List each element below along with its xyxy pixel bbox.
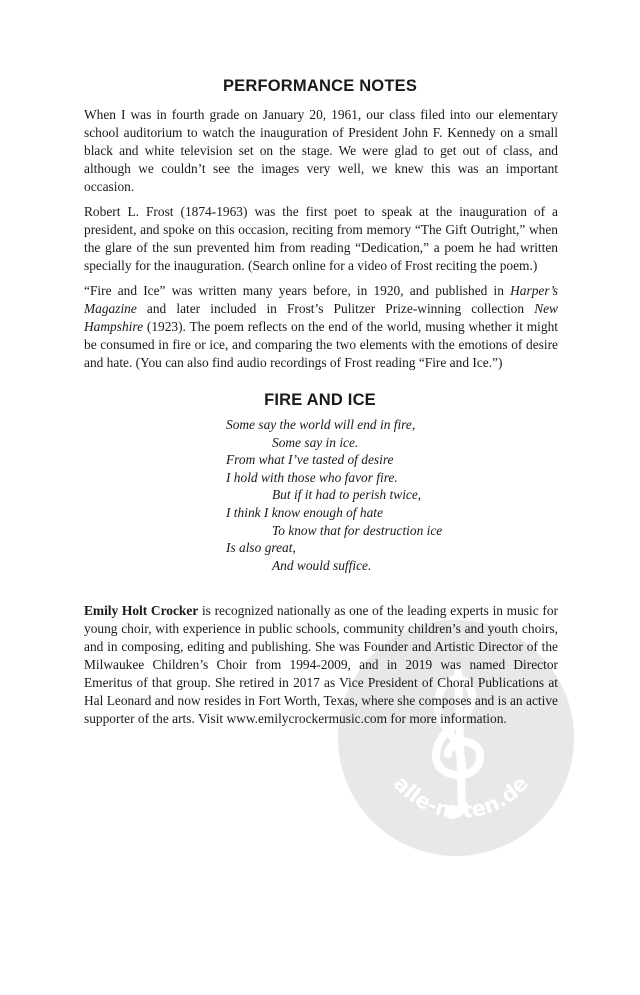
bio-paragraph: [84, 602, 558, 728]
notes-paragraph-3-part-c: (1923). The poem reflects on the end of the world, musing whether it might be consumed in fire or ice, and comparing the two elements with the emotions of desire and hate. (You can also find audio recordings of Frost reading “Fire and Ice.”): [84, 319, 558, 370]
notes-paragraph-1: When I was in fourth grade on January 20, 1961, our class filed into our elementary school auditorium to watch the inauguration of President John F. Kennedy on a small black and white television set on the stage. We were glad to get out of class, and although we couldn’t see the images very well, we knew this was an important occasion.: [84, 107, 558, 194]
poem-line: Is also great,: [226, 540, 296, 556]
magazine-title: Harper’s Magazine: [84, 283, 558, 316]
poem-line: Some say the world will end in fire,: [226, 417, 416, 432]
poem-line: Some say in ice.: [272, 434, 359, 450]
notes-paragraph-3: [84, 282, 558, 372]
collection-title: New Hampshire: [84, 301, 558, 334]
author-bio: [84, 602, 558, 735]
notes-paragraph-2: Robert L. Frost (1874-1963) was the first poet to speak at the inauguration of a president, and spoke on this occasion, reciting from memory “The Gift Outright,” when the glare of the sun prevented him from reading “Dedication,” a poem he had written specially for the inauguration. (Search online for a video of Frost reciting the poem.): [84, 204, 558, 273]
poem-line: I think I know enough of hate: [226, 504, 383, 520]
poem-line: I hold with those who favor fire.: [226, 469, 398, 485]
poem-line: To know that for destruction ice: [272, 522, 443, 538]
poem-line: But if it had to perish twice,: [272, 487, 422, 503]
poem-title: FIRE AND ICE: [264, 391, 376, 409]
watermark-text: alle-noten.de: [388, 771, 534, 823]
poem-line: And would suffice.: [272, 557, 372, 573]
notes-paragraph-3-part-b: and later included in Frost’s Pulitzer Prize-winning collection: [136, 301, 535, 316]
notes-paragraph-3-part-a: “Fire and Ice” was written many years before, in 1920, and published in: [84, 283, 511, 298]
poem-line: From what I’ve tasted of desire: [226, 452, 394, 468]
performance-notes-title: PERFORMANCE NOTES: [222, 77, 418, 95]
poem-text: [226, 416, 526, 574]
performance-notes-body: [84, 106, 558, 379]
bio-text: is recognized nationally as one of the leading experts in music for young choir, with experience in public schools, community children’s and youth choirs, and in composing, editing and publishing. She was Founder and Artistic Director of the Milwaukee Children’s Choir from 1994-2009, and in 2019 was named Director Emeritus of that group. She retired in 2017 as Vice President of Choral Publications at Hal Leonard and now resides in Fort Worth, Texas, where she composes and is an active supporter of the arts. Visit www.emilycrockermusic.com for more information.: [84, 603, 558, 726]
author-name: Emily Holt Crocker: [84, 603, 199, 618]
